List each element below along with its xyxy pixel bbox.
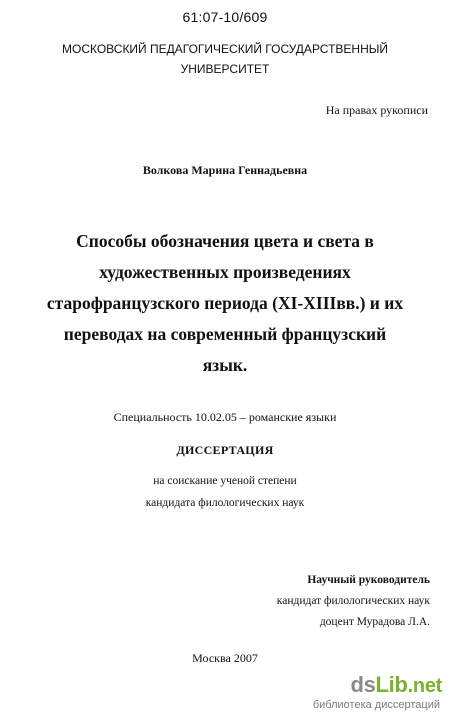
university-line-1: МОСКОВСКИЙ ПЕДАГОГИЧЕСКИЙ ГОСУДАРСТВЕННЫЙ (61, 42, 388, 56)
dslib-logo (350, 672, 442, 698)
degree-line-2: кандидата филологических наук (145, 497, 305, 509)
supervisor-heading: Научный руководитель (307, 574, 430, 586)
logo-ds: ds (350, 672, 376, 697)
title-line: старофранцузского периода (XI-XIIIвв.) и их (46, 293, 404, 313)
dissertation-heading: ДИССЕРТАЦИЯ (176, 443, 274, 457)
title-line: художественных произведениях (99, 262, 351, 282)
title-line: язык. (202, 355, 248, 375)
degree-info (0, 470, 450, 514)
supervisor-degree: кандидат филологических наук (276, 595, 430, 607)
watermark-subtitle: библиотека диссертаций (312, 699, 440, 711)
degree-line-1: на соискание ученой степени (153, 475, 297, 487)
title-line: переводах на современный французский (63, 324, 387, 344)
author-name: Волкова Марина Геннадьевна (142, 163, 308, 177)
university-line-2: УНИВЕРСИТЕТ (180, 62, 270, 76)
manuscript-rights: На правах рукописи (325, 103, 428, 117)
city-year: Москва 2007 (192, 651, 258, 665)
supervisor-name: доцент Мурадова Л.А. (319, 616, 430, 628)
logo-lib: Lib (375, 672, 408, 697)
supervisor-block (277, 570, 430, 633)
dslib-watermark[interactable] (312, 672, 442, 712)
title-line: Способы обозначения цвета и света в (76, 231, 374, 251)
university-name (0, 39, 450, 79)
catalog-code: 61:07-10/609 (182, 9, 268, 25)
specialty: Специальность 10.02.05 – романские языки (113, 410, 337, 424)
logo-net: .net (407, 675, 442, 697)
dissertation-title (30, 226, 420, 381)
